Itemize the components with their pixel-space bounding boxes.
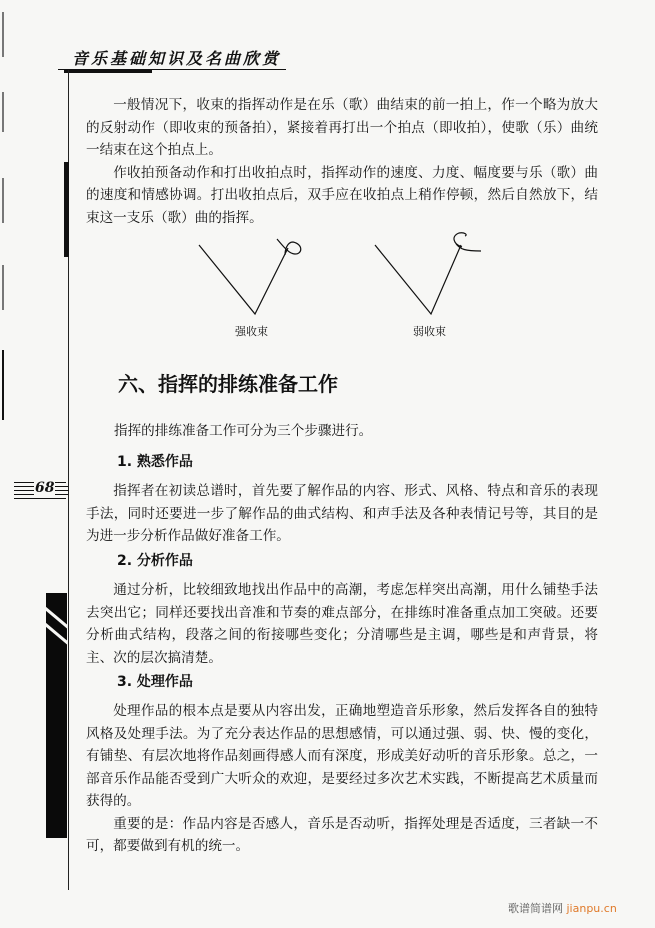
watermark-domain: jianpu.cn [566,902,617,915]
paragraph: 处理作品的根本点是要从内容出发，正确地塑造音乐形象，然后发挥各自的独特风格及处理手法。为了充分表达作品的思想感情，可以通过强、弱、快、慢的变化，有铺垫、有层次地将作品刻画得感人而有深度，形成美好动听的音乐形象。总之，一部音乐作品能否受到广大听众的欢迎，是要经过多次艺术实践，不断提高艺术质量而获得的。 [86,703,598,809]
paragraph: 指挥的排练准备工作可分为三个步骤进行。 [114,423,373,439]
step-heading-3: 3. 处理作品 [117,674,193,690]
step-heading-2: 2. 分析作品 [117,553,193,569]
paragraph: 重要的是：作品内容是否感人，音乐是否动听，指挥处理是否适度，三者缺一不可，都要做到有机的统一。 [86,815,598,854]
margin-decor-bar [46,593,67,838]
conducting-stroke-diagram [185,228,505,348]
watermark [508,900,617,916]
scan-edge-mark [2,178,4,223]
step-heading-1: 1. 熟悉作品 [117,454,193,470]
paragraph: 一般情况下，收束的指挥动作是在乐（歌）曲结束的前一拍上，作一个略为放大的反射动作（即收束的预备拍），紧接着再打出一个拍点（即收拍），使歌（乐）曲统一结束在这个拍点上。 [86,97,598,158]
page-number: 68 [35,480,55,496]
figure-caption-strong: 强收束 [235,325,268,338]
section-title: 六、指挥的排练准备工作 [118,372,338,396]
scan-edge-mark [2,265,4,310]
figure-caption-weak: 弱收束 [413,325,446,338]
scan-edge-mark [2,92,4,132]
margin-thick-bar [64,162,69,257]
paragraph: 指挥者在初读总谱时，首先要了解作品的内容、形式、风格、特点和音乐的表现手法，同时还要进一步了解作品的曲式结构、和声手法及各种表情记号等，其目的是为进一步分析作品做好准备工作。 [86,483,598,544]
top-paragraphs [86,94,598,229]
step-2-body [86,579,598,669]
paragraph: 通过分析，比较细致地找出作品中的高潮，考虑怎样突出高潮，用什么铺垫手法去突出它；同样还要找出音准和节奏的难点部分，在排练时准备重点加工突破。还要分析曲式结构，段落之间的衔接哪些变化；分清哪些是主调，哪些是和声背景，将主、次的层次搞清楚。 [86,582,598,666]
scan-edge-mark [2,12,4,57]
section-intro [114,420,598,443]
step-3-body [86,700,598,858]
header-bar [64,69,152,73]
running-header-title: 音乐基础知识及名曲欣赏 [72,49,282,68]
scan-edge-mark [2,350,4,420]
watermark-site-name: 歌谱简谱网 [508,902,563,915]
conducting-figure [185,228,505,348]
page-number-badge [14,478,69,500]
paragraph: 作收拍预备动作和打出收拍点时，指挥动作的速度、力度、幅度要与乐（歌）曲的速度和情感协调。打出收拍点后，双手应在收拍点上稍作停顿，然后自然放下，结束这一支乐（歌）曲的指挥。 [86,164,598,226]
step-1-body [86,480,598,548]
